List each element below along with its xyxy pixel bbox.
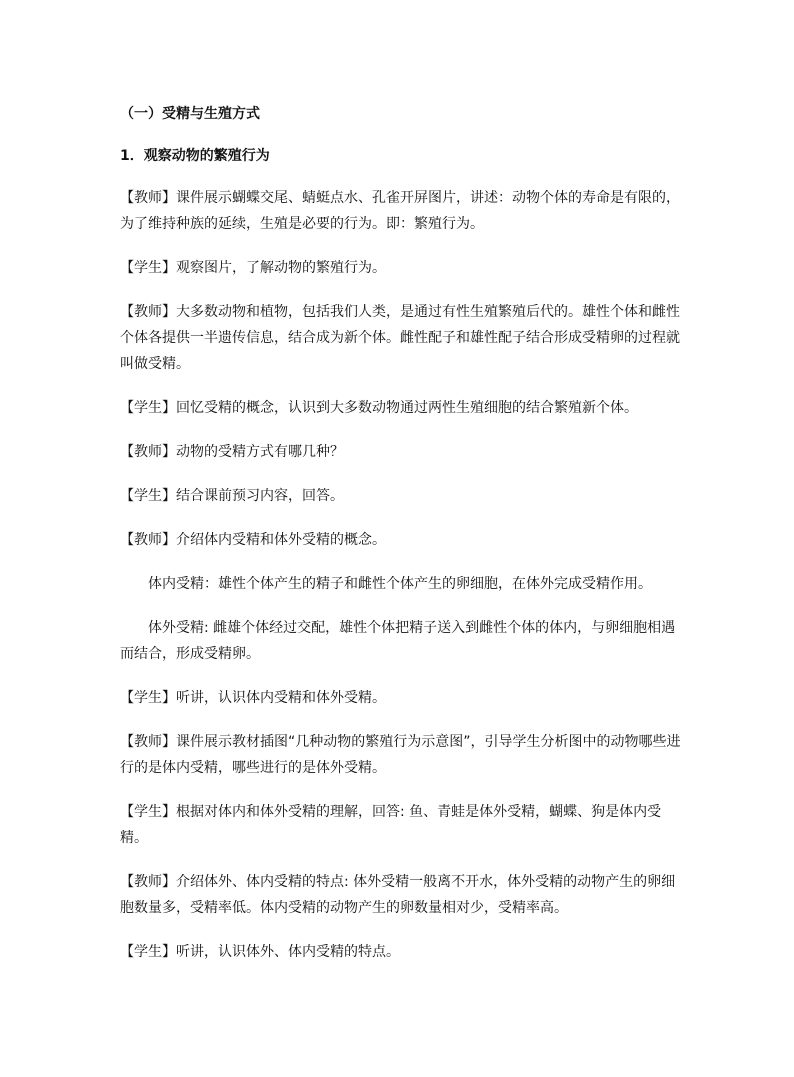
paragraph-student-observe: 【学生】观察图片，了解动物的繁殖行为。 xyxy=(120,260,386,276)
paragraph-internal-fertilization: 体内受精：雄性个体产生的精子和雌性个体产生的卵细胞，在体外完成受精作用。 xyxy=(148,576,652,592)
paragraph-student-listen: 【学生】听讲，认识体内受精和体外受精。 xyxy=(120,690,386,706)
paragraph-student-answer: 【学生】结合课前预习内容，回答。 xyxy=(120,488,344,504)
paragraph-student-features: 【学生】听讲，认识体外、体内受精的特点。 xyxy=(120,944,400,960)
paragraph-student-examples: 【学生】根据对体内和体外受精的理解，回答: 鱼、青蛙是体外受精，蝴蝶、狗是体内受精。 xyxy=(120,804,662,846)
paragraph-teacher-figure: 【教师】课件展示教材插图“几种动物的繁殖行为示意图”，引导学生分析图中的动物哪些进行的是体内受精，哪些进行的是体外受精。 xyxy=(120,734,681,776)
paragraph-teacher-concepts: 【教师】介绍体内受精和体外受精的概念。 xyxy=(120,532,386,548)
paragraph-teacher-fertilization: 【教师】大多数动物和植物，包括我们人类，是通过有性生殖繁殖后代的。雄性个体和雌性个体各提供一半遗传信息，结合成为新个体。雌性配子和雄性配子结合形成受精卵的过程就叫做受精。 xyxy=(120,304,680,372)
subsection-title: 1．观察动物的繁殖行为 xyxy=(120,148,270,164)
document-content xyxy=(120,101,685,983)
paragraph-teacher-features: 【教师】介绍体外、体内受精的特点: 体外受精一般离不开水，体外受精的动物产生的卵细胞数量多，受精率低。体内受精的动物产生的卵数量相对少，受精率高。 xyxy=(120,874,676,916)
paragraph-external-fertilization: 体外受精: 雌雄个体经过交配，雄性个体把精子送入到雌性个体的体内，与卵细胞相遇而结合，形成受精卵。 xyxy=(120,620,676,662)
section-title: （一）受精与生殖方式 xyxy=(120,106,260,122)
paragraph-teacher-question: 【教师】动物的受精方式有哪几种？ xyxy=(120,444,344,460)
paragraph-teacher-intro: 【教师】课件展示蝴蝶交尾、蜻蜓点水、孔雀开屏图片，讲述：动物个体的寿命是有限的，为了维持种族的延续，生殖是必要的行为。即：繁殖行为。 xyxy=(120,190,680,232)
paragraph-student-recall: 【学生】回忆受精的概念，认识到大多数动物通过两性生殖细胞的结合繁殖新个体。 xyxy=(120,400,638,416)
